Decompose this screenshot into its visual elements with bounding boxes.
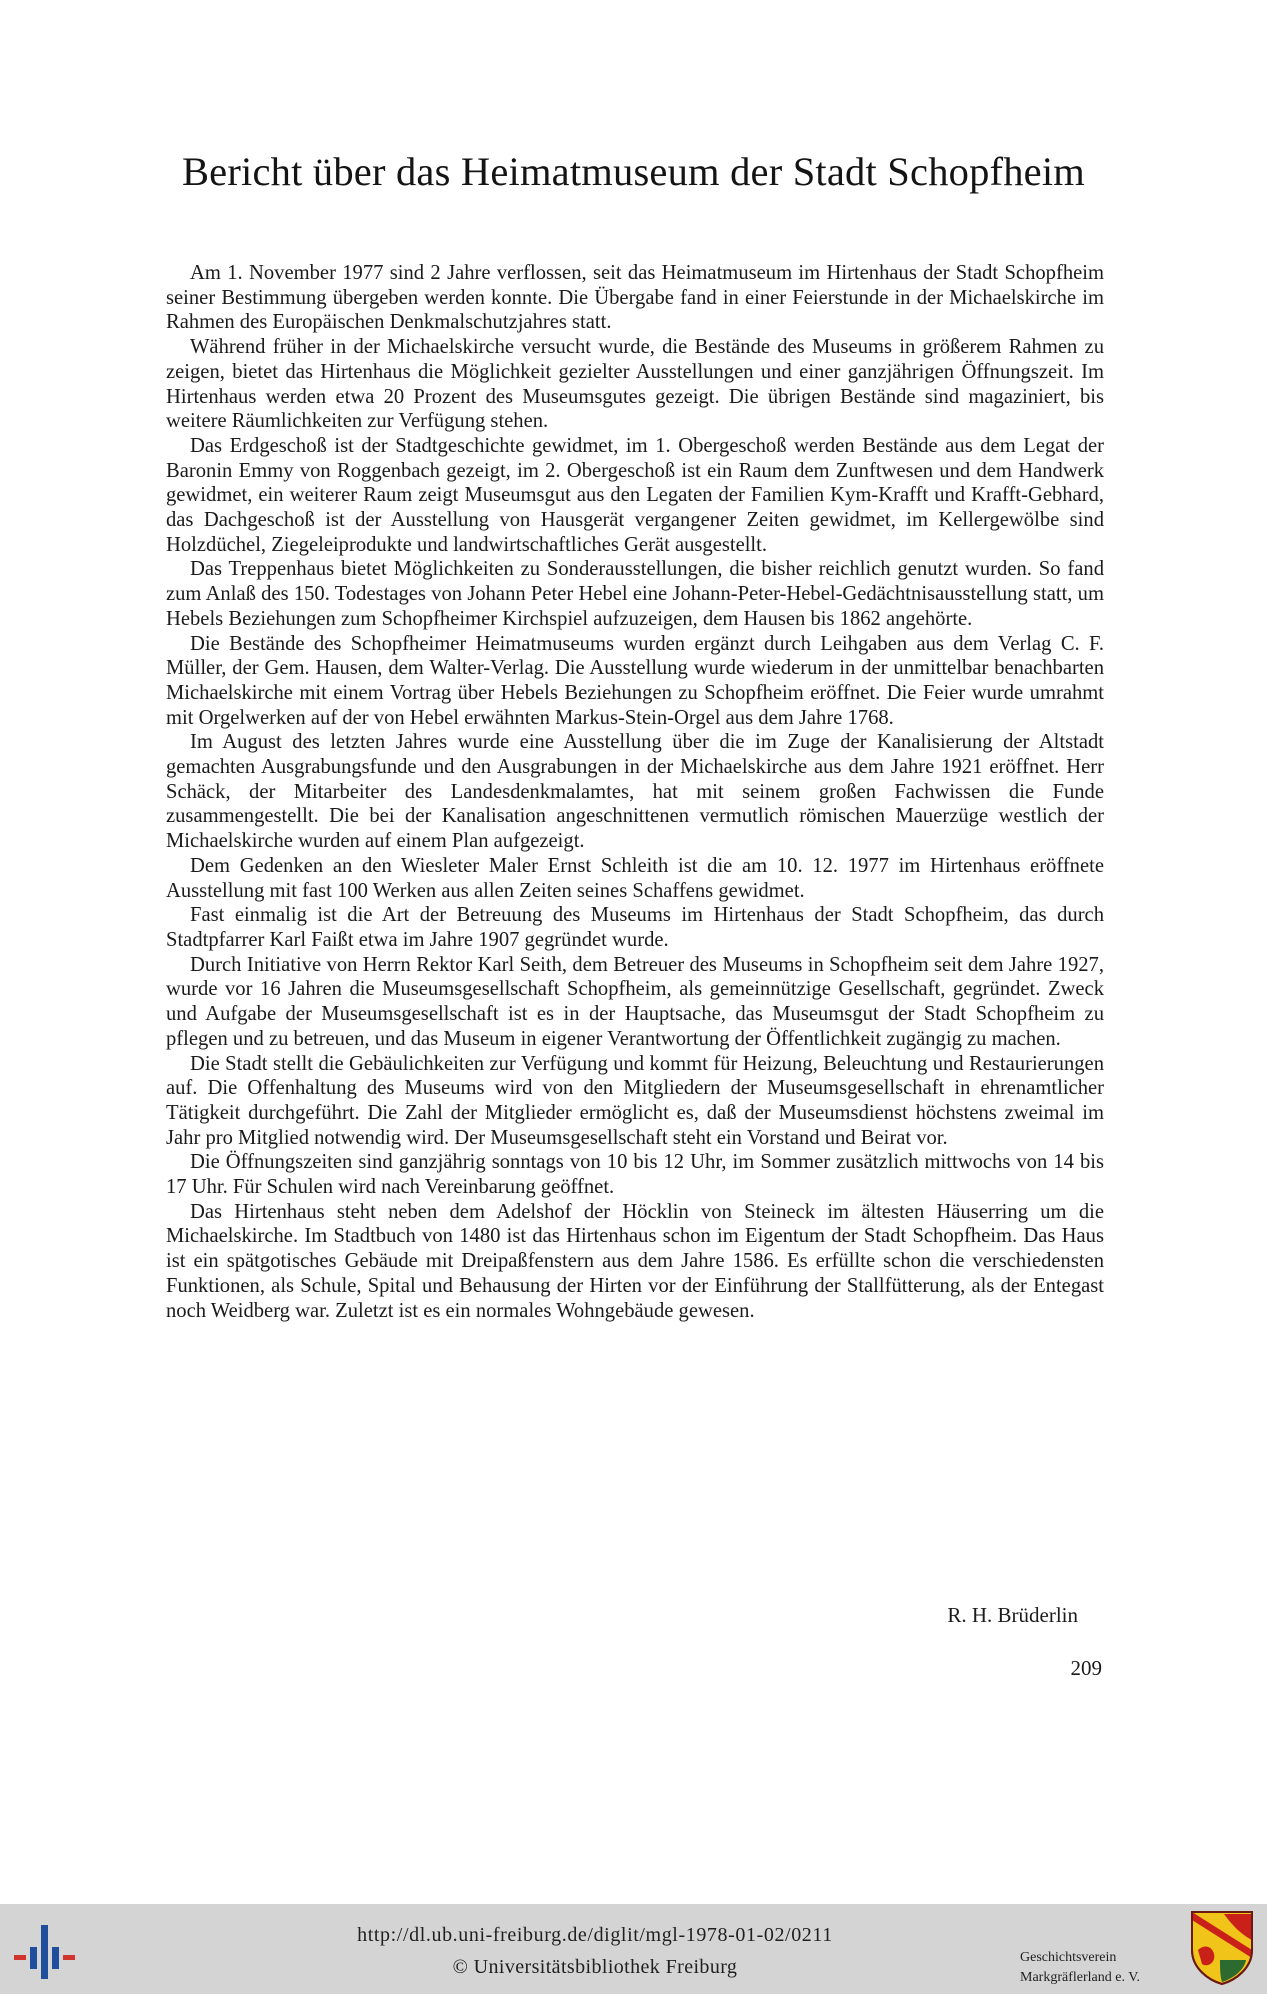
- paragraph: Das Treppenhaus bietet Möglichkeiten zu Sonderausstellungen, die bisher reichlich genutzt wurden. So fand zum Anlaß des 150. Todestages von Johann Peter Hebel eine Johann-Peter-Hebel-Gedächtnisausstellung statt, um Hebels Beziehungen zum Schopfheimer Kirchspiel aufzuzeigen, dem Hausen bis 1862 angehörte.: [166, 558, 1104, 630]
- society-name-line: Geschichtsverein: [1020, 1950, 1117, 1965]
- page-number: 209: [1070, 1656, 1102, 1680]
- page-title: Bericht über das Heimatmuseum der Stadt Schopfheim: [181, 149, 1086, 194]
- paragraph: Durch Initiative von Herrn Rektor Karl Seith, dem Betreuer des Museums in Schopfheim seit dem Jahre 1927, wurde vor 16 Jahren die Museumsgesellschaft Schopfheim, als gemeinnützige Gesellschaft, gegründet. Zweck und Aufgabe der Museumsgesellschaft ist es in der Hauptsache, das Museumsgut der Stadt Schopfheim zu pflegen und zu betreuen, und das Museum in eigener Verantwortung der Öffentlichkeit zugängig zu machen.: [166, 953, 1104, 1050]
- paragraph: Im August des letzten Jahres wurde eine Ausstellung über die im Zuge der Kanalisierung der Altstadt gemachten Ausgrabungsfunde und den Ausgrabungen in der Michaelskirche aus dem Jahre 1921 eröffnet. Herr Schäck, der Mitarbeiter des Landesdenkmalamtes, hat mit seinem großen Fachwissen die Funde zusammengestellt. Die bei der Kanalisation angeschnittenen vermutlich römischen Mauerzüge westlich der Michaelskirche wurden auf einem Plan aufgezeigt.: [166, 731, 1104, 853]
- society-name-line: Markgräflerland e. V.: [1020, 1970, 1140, 1985]
- paragraph: Während früher in der Michaelskirche versucht wurde, die Bestände des Museums in größerem Rahmen zu zeigen, bietet das Hirtenhaus die Möglichkeit gezielter Ausstellungen und einer ganzjährigen Öffnungszeit. Im Hirtenhaus werden etwa 20 Prozent des Museumsgutes gezeigt. Die übrigen Bestände sind magaziniert, bis weitere Räumlichkeiten zur Verfügung stehen.: [166, 336, 1104, 433]
- paragraph: Das Hirtenhaus steht neben dem Adelshof der Höcklin von Steineck im ältesten Häuserring um die Michaelskirche. Im Stadtbuch von 1480 ist das Hirtenhaus schon im Eigentum der Stadt Schopfheim. Das Haus ist ein spätgotisches Gebäude mit Dreipaßfenstern aus dem Jahre 1586. Es erfüllte schon die verschiedensten Funktionen, als Schule, Spital und Behausung der Hirten vor der Einführung der Stallfütterung, als der Entegast noch Weidberg war. Zuletzt ist es ein normales Wohngebäude gewesen.: [166, 1200, 1104, 1322]
- paragraph: Die Stadt stellt die Gebäulichkeiten zur Verfügung und kommt für Heizung, Beleuchtung und Restaurierungen auf. Die Offenhaltung des Museums wird von den Mitgliedern der Museumsgesellschaft in ehrenamtlicher Tätigkeit durchgeführt. Die Zahl der Mitglieder ermöglicht es, daß der Museumsdienst höchstens zweimal im Jahr pro Mitglied notwendig wird. Der Museumsgesellschaft steht ein Vorstand und Beirat vor.: [166, 1052, 1104, 1149]
- society-name: [1020, 1948, 1188, 1988]
- coat-of-arms-icon[interactable]: [1190, 1910, 1254, 1986]
- ub-freiburg-logo-icon[interactable]: [14, 1917, 80, 1979]
- paragraph: Dem Gedenken an den Wiesleter Maler Ernst Schleith ist die am 10. 12. 1977 im Hirtenhaus eröffnete Ausstellung mit fast 100 Werken aus allen Zeiten seines Schaffens gewidmet.: [166, 854, 1104, 902]
- paragraph: Die Bestände des Schopfheimer Heimatmuseums wurden ergänzt durch Leihgaben aus dem Verlag C. F. Müller, der Gem. Hausen, dem Walter-Verlag. Die Ausstellung wurde wiederum in der unmittelbar benachbarten Michaelskirche mit einem Vortrag über Hebels Beziehungen zu Schopfheim eröffnet. Die Feier wurde umrahmt mit Orgelwerken auf der von Hebel erwähnten Markus-Stein-Orgel aus dem Jahre 1768.: [166, 632, 1104, 729]
- paragraph: Am 1. November 1977 sind 2 Jahre verflossen, seit das Heimatmuseum im Hirtenhaus der Stadt Schopfheim seiner Bestimmung übergeben werden konnte. Die Übergabe fand in einer Feierstunde in der Michaelskirche im Rahmen des Europäischen Denkmalschutzjahres statt.: [166, 262, 1104, 334]
- paragraph: Fast einmalig ist die Art der Betreuung des Museums im Hirtenhaus der Stadt Schopfheim, das durch Stadtpfarrer Karl Faißt etwa im Jahre 1907 gegründet wurde.: [166, 904, 1104, 951]
- author-signature: R. H. Brüderlin: [947, 1603, 1078, 1627]
- permalink-url[interactable]: http://dl.ub.uni-freiburg.de/diglit/mgl-1978-01-02/0211: [357, 1924, 833, 1946]
- paragraph: Die Öffnungszeiten sind ganzjährig sonntags von 10 bis 12 Uhr, im Sommer zusätzlich mittwochs von 14 bis 17 Uhr. Für Schulen wird nach Vereinbarung geöffnet.: [166, 1151, 1104, 1199]
- copyright-notice: © Universitätsbibliothek Freiburg: [452, 1956, 738, 1978]
- paragraph: Das Erdgeschoß ist der Stadtgeschichte gewidmet, im 1. Obergeschoß werden Bestände aus dem Legat der Baronin Emmy von Roggenbach gezeigt, im 2. Obergeschoß ist ein Raum dem Zunftwesen und dem Handwerk gewidmet, ein weiterer Raum zeigt Museumsgut aus den Legaten der Familien Kym-Krafft und Krafft-Gebhard, das Dachgeschoß ist der Ausstellung von Hausgerät vergangener Zeiten gewidmet, im Kellergewölbe sind Holzdüchel, Ziegeleiprodukte und landwirtschaftliches Gerät ausgestellt.: [166, 434, 1104, 556]
- article-body: [166, 261, 1104, 1323]
